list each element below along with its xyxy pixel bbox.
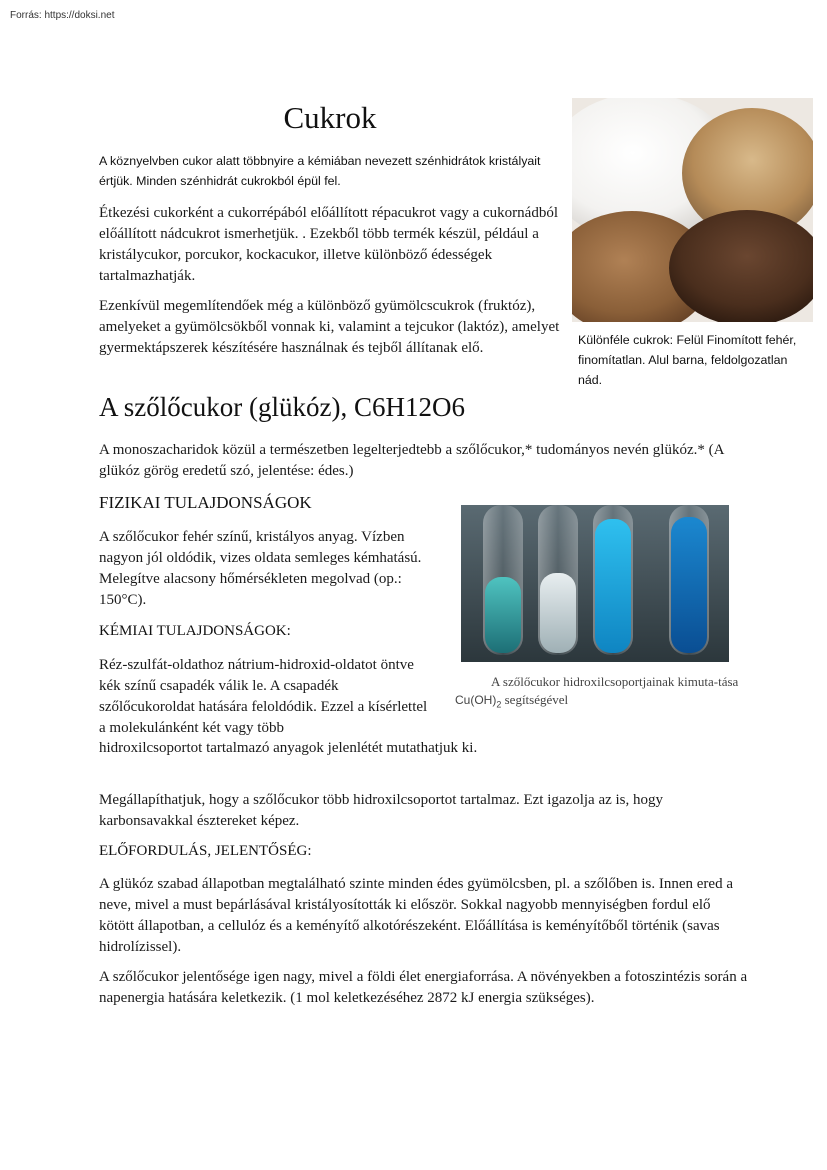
significance-paragraph: A szőlőcukor jelentősége igen nagy, mivel a földi élet energiaforrása. A növényekben a fotoszintézis során a napenergia hatására keletkezik. (1 mol keletkezéséhez 2872 kJ energia szükséges). xyxy=(99,969,748,1006)
test-tubes-image xyxy=(461,505,729,662)
test-tubes-photo xyxy=(461,505,729,662)
intro-paragraph: A köznyelvben cukor alatt többnyire a kémiában nevezett szénhidrátok kristályait értjük. Minden szénhidrát cukrokból épül fel. xyxy=(99,154,541,188)
conclusion-paragraph: Megállapíthatjuk, hogy a szőlőcukor több hidroxilcsoportot tartalmaz. Ezt igazolja az is, hogy karbonsavakkal észtereket képez. xyxy=(99,792,664,829)
caption-text: A szőlőcukor hidroxilcsoportjainak kimuta-tása xyxy=(491,674,739,689)
source-note: Forrás: https://doksi.net xyxy=(10,10,115,21)
test-tubes-caption xyxy=(455,673,765,713)
glucose-heading: A szőlőcukor (glükóz), C6H12O6 xyxy=(99,392,465,422)
caption-end: segítségével xyxy=(504,692,569,707)
sugars-image xyxy=(572,98,813,322)
page-title: Cukrok xyxy=(283,100,377,135)
occurrence-heading: ELŐFORDULÁS, JELENTŐSÉG: xyxy=(99,843,312,859)
table-sugar-paragraph: Étkezési cukorként a cukorrépából előállított répacukrot vagy a cukornádból előállított nádcukrot ismerhetjük. . Ezekből több termék készül, például a kristálycukor, porcukor, kockacukor, illetve különböző édességek tartalmazhatják. xyxy=(99,205,558,284)
caption-formula: $Cu(OH)_2$ xyxy=(455,693,502,710)
sugars-caption: Különféle cukrok: Felül Finomított fehér, finomítatlan. Alul barna, feldolgozatlan nád. xyxy=(578,333,797,387)
sugars-photo xyxy=(572,98,813,322)
chemical-properties-text: Réz-szulfát-oldathoz nátrium-hidroxid-oldatot öntve kék színű csapadék válik le. A csapadék szőlőcukoroldat hatására feloldódik. Ezzel a kísérlettel a molekulánként két vagy több xyxy=(99,657,428,736)
other-sugars-paragraph: Ezenkívül megemlítendőek még a különböző gyümölcscukrok (fruktóz), amelyeket a gyümölcsökből vonnak ki, valamint a tejcukor (laktóz), amelyet gyermektápszerek készítésére használnak és tejből állítanak elő. xyxy=(99,298,560,356)
occurrence-paragraph: A glükóz szabad állapotban megtalálható szinte minden édes gyümölcsben, pl. a szőlőben is. Innen ered a neve, mivel a must bepárlásával kristályosították ki először. Sokkal nagyobb mennyiségben fordul elő kötött állapotban, a cellulóz és a keményítő alkotórészeként. Előállítása is keményítőből történik (savas hidrolízissel). xyxy=(99,876,733,955)
physical-properties-heading: FIZIKAI TULAJDONSÁGOK xyxy=(99,493,312,512)
glucose-intro: A monoszacharidok közül a természetben legelterjedtebb a szőlőcukor,* tudományos nevén glükóz.* (A glükóz görög eredetű szó, jelentése: édes.) xyxy=(99,442,724,479)
chemical-properties-heading: KÉMIAI TULAJDONSÁGOK: xyxy=(99,623,291,639)
chemical-properties-text-cont: hidroxilcsoportot tartalmazó anyagok jelenlétét mutathatjuk ki. xyxy=(99,740,478,756)
physical-properties-text: A szőlőcukor fehér színű, kristályos anyag. Vízben nagyon jól oldódik, vizes oldata semleges kémhatású. Melegítve alacsony hőmérsékleten megolvad (op.: 150°C). xyxy=(99,529,422,608)
